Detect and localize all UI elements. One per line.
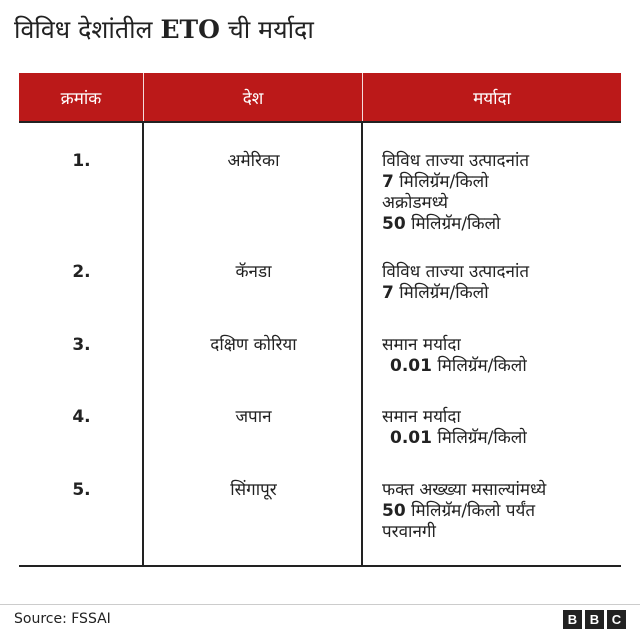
row-limit bbox=[382, 335, 617, 377]
header-country: देश bbox=[144, 73, 363, 121]
row-country: दक्षिण कोरिया bbox=[210, 335, 297, 355]
row-limit bbox=[382, 262, 617, 304]
row-number: 3. bbox=[72, 335, 91, 355]
limit-line: विविध ताज्या उत्पादनांत bbox=[382, 151, 530, 171]
limit-line: समान मर्यादा bbox=[382, 335, 461, 355]
row-country: कॅनडा bbox=[235, 262, 272, 282]
row-number: 1. bbox=[72, 151, 91, 171]
row-number: 4. bbox=[72, 407, 91, 427]
limit-line: परवानगी bbox=[382, 522, 436, 542]
source-credit: Source: FSSAI bbox=[14, 611, 111, 627]
limit-line: 50 मिलिग्रॅम/किलो bbox=[382, 214, 501, 234]
row-limit bbox=[382, 480, 617, 543]
row-country: अमेरिका bbox=[227, 151, 280, 171]
bbc-logo-letter: C bbox=[607, 610, 626, 629]
row-number: 2. bbox=[72, 262, 91, 282]
row-number: 5. bbox=[72, 480, 91, 500]
table-header bbox=[19, 73, 621, 121]
limit-line: 7 मिलिग्रॅम/किलो bbox=[382, 283, 489, 303]
limit-line: अक्रोडमध्ये bbox=[382, 193, 448, 213]
table-body bbox=[19, 121, 621, 567]
footer-divider bbox=[0, 604, 640, 605]
bbc-logo-letter: B bbox=[585, 610, 604, 629]
row-country: जपान bbox=[235, 407, 272, 427]
header-number: क्रमांक bbox=[19, 73, 144, 121]
title-prefix: विविध देशांतील bbox=[14, 15, 161, 44]
bbc-logo bbox=[563, 610, 626, 629]
header-limit: मर्यादा bbox=[473, 88, 511, 109]
row-limit bbox=[382, 151, 617, 235]
limit-line: 7 मिलिग्रॅम/किलो bbox=[382, 172, 489, 192]
limit-line: 50 मिलिग्रॅम/किलो पर्यंत bbox=[382, 501, 536, 521]
title-acronym: ETO bbox=[160, 15, 220, 44]
limit-line: विविध ताज्या उत्पादनांत bbox=[382, 262, 530, 282]
limit-line: 0.01 मिलिग्रॅम/किलो bbox=[390, 356, 527, 376]
title-suffix: ची मर्यादा bbox=[219, 15, 314, 44]
page-title bbox=[14, 12, 314, 48]
limit-line: 0.01 मिलिग्रॅम/किलो bbox=[390, 428, 527, 448]
bbc-logo-letter: B bbox=[563, 610, 582, 629]
limit-line: फक्त अख्ख्या मसाल्यांमध्ये bbox=[382, 480, 547, 500]
row-country: सिंगापूर bbox=[230, 480, 277, 500]
row-limit bbox=[382, 407, 617, 449]
limit-line: समान मर्यादा bbox=[382, 407, 461, 427]
